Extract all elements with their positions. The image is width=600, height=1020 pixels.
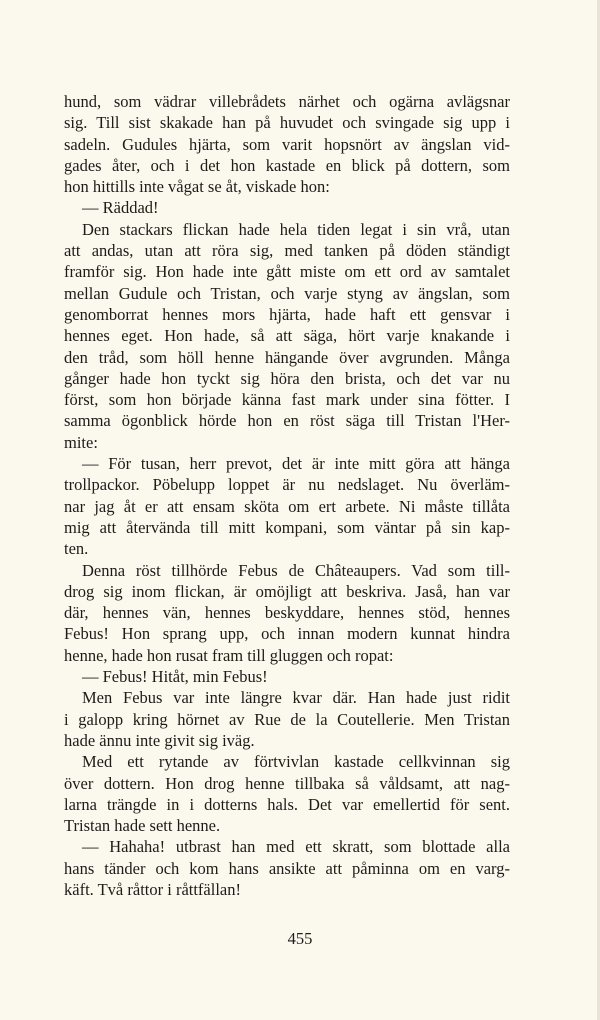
text-line: Med ett rytande av förtvivlan kastade cellkvinnan sig [82, 752, 510, 772]
text-line: — Räddad! [82, 198, 159, 218]
text-line: Denna röst tillhörde Febus de Châteaupers. Vad som till- [82, 560, 510, 580]
text-line: mig att återvända till mitt kompani, som väntar på sin kap- [64, 517, 510, 537]
text-line: Tristan hade sett henne. [64, 816, 221, 836]
text-line: genomborrat hennes mors hjärta, hade haft ett gensvar i [64, 304, 510, 324]
text-line: henne, hade hon rusat fram till gluggen och ropat: [64, 645, 394, 665]
text-line: hon hittills inte vågat se åt, viskade hon: [64, 177, 330, 197]
text-line: över dottern. Hon drog henne tillbaka så våldsamt, att nag- [64, 773, 510, 793]
text-line: hennes eget. Hon hade, så att säga, hört varje knakande i [64, 326, 510, 346]
text-line: att andas, utan att röra sig, med tanken på döden ständigt [64, 241, 510, 261]
text-line: — Febus! Hitåt, min Febus! [82, 667, 268, 687]
text-line: i galopp kring hörnet av Rue de la Coutellerie. Men Tristan [64, 709, 510, 729]
text-line: — Hahaha! utbrast han med ett skratt, som blottade alla [82, 837, 510, 857]
text-line: hans tänder och kom hans ansikte att påminna om en varg- [64, 858, 510, 878]
text-line: — För tusan, herr prevot, det är inte mitt göra att hänga [82, 454, 510, 474]
text-line: hade ännu inte givit sig iväg. [64, 730, 255, 750]
text-line: Den stackars flickan hade hela tiden legat i sin vrå, utan [82, 219, 510, 239]
text-line: samma ögonblick hörde hon en röst säga till Tristan l'Her- [64, 411, 510, 431]
text-line: först, som hon började känna fast mark under sina fötter. I [64, 390, 510, 410]
text-line: framför sig. Hon hade inte gått miste om ett ord av samtalet [64, 262, 510, 282]
text-line: trollpackor. Pöbelupp loppet är nu nedslaget. Nu överläm- [64, 475, 510, 495]
text-line: nar jag åt er att ensam sköta om ert arbete. Ni måste tillåta [64, 496, 510, 516]
text-line: hund, som vädrar villebrådets närhet och ogärna avlägsnar [64, 92, 510, 111]
text-line: sadeln. Gudules hjärta, som varit hopsnört av ängslan vid- [64, 134, 510, 154]
text-line: Febus! Hon sprang upp, och innan modern kunnat hindra [64, 624, 510, 644]
text-line: mite: [64, 432, 98, 452]
text-line: gades åter, och i det hon kastade en blick på dottern, som [64, 155, 510, 175]
text-line: käft. Två råttor i råttfällan! [64, 879, 241, 899]
text-line: mellan Gudule och Tristan, och varje styng av ängslan, som [64, 283, 510, 303]
text-line: Men Febus var inte längre kvar där. Han hade just ridit [82, 688, 510, 708]
page-number: 455 [287, 929, 313, 948]
text-line: den tråd, som höll henne hängande över avgrunden. Många [64, 347, 510, 367]
text-line: drog sig inom flickan, är omöjligt att beskriva. Jaså, han var [64, 581, 510, 601]
text-line: där, hennes vän, hennes beskyddare, hennes stöd, hennes [64, 603, 510, 623]
text-line: sig. Till sist skakade han på huvudet och svingade sig upp i [64, 113, 510, 133]
text-line: larna trängde in i dotterns hals. Det var emellertid för sent. [64, 794, 510, 814]
text-line: ten. [64, 539, 89, 559]
text-line: gånger hade hon tyckt sig höra den brista, och det var nu [64, 368, 510, 388]
body-text [64, 91, 510, 900]
